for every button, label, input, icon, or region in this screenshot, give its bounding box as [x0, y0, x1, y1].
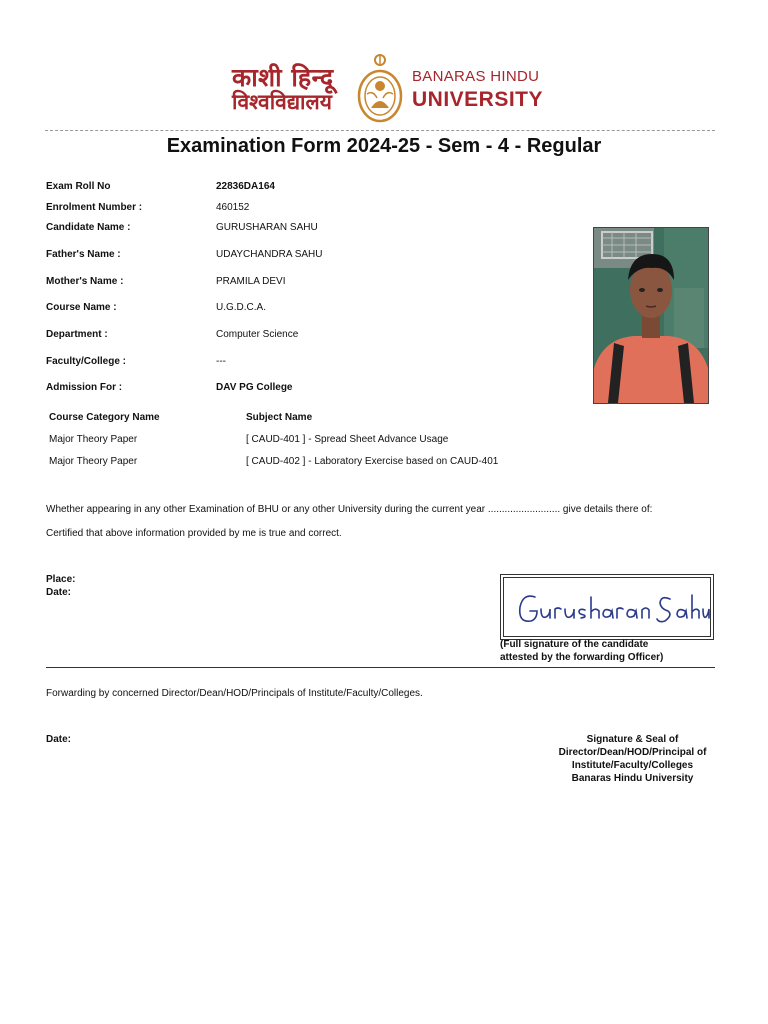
mother-name-value: PRAMILA DEVI: [216, 276, 286, 287]
table-row-2-subject: [ CAUD-402 ] - Laboratory Exercise based on CAUD-401: [246, 456, 499, 467]
date-label: Date:: [46, 587, 72, 598]
seal-block-line4: Banaras Hindu University: [571, 773, 694, 784]
exam-roll-no-value: 22836DA164: [216, 181, 275, 192]
signature-box: [500, 574, 714, 640]
place-label: Place:: [46, 574, 76, 585]
course-name-label: Course Name :: [46, 302, 117, 313]
university-name-hindi-line2: विश्वविद्यालय: [232, 90, 332, 114]
course-category-header: Course Category Name: [49, 412, 160, 423]
signature-seal-block: [520, 733, 745, 785]
admission-for-label: Admission For :: [46, 382, 123, 393]
page-title: Examination Form 2024-25 - Sem - 4 - Regular: [166, 135, 602, 157]
other-exam-declaration: Whether appearing in any other Examination of BHU or any other University during the current year .......................... give details there of:: [46, 504, 653, 515]
signature-caption-line1: (Full signature of the candidate: [500, 639, 649, 650]
forwarding-statement: Forwarding by concerned Director/Dean/HOD/Principals of Institute/Faculty/Colleges.: [46, 688, 423, 699]
candidate-signature-image: [515, 585, 711, 635]
admission-for-value: DAV PG College: [216, 382, 293, 393]
course-name-value: U.G.D.C.A.: [216, 302, 267, 313]
table-row-1-category: Major Theory Paper: [49, 434, 138, 445]
table-row-2-category: Major Theory Paper: [49, 456, 138, 467]
candidate-photo: [593, 227, 709, 404]
department-value: Computer Science: [216, 329, 299, 340]
seal-block-line3: Institute/Faculty/Colleges: [571, 760, 694, 771]
certification-statement: Certified that above information provided by me is true and correct.: [46, 528, 342, 539]
signature-caption-line2: attested by the forwarding Officer): [500, 652, 664, 663]
faculty-college-label: Faculty/College :: [46, 356, 127, 367]
seal-block-line2: Director/Dean/HOD/Principal of: [558, 747, 707, 758]
candidate-photo-image: [594, 228, 708, 403]
header-divider: [45, 130, 715, 131]
candidate-name-value: GURUSHARAN SAHU: [216, 222, 318, 233]
enrolment-number-label: Enrolment Number :: [46, 202, 143, 213]
table-row-1-subject: [ CAUD-401 ] - Spread Sheet Advance Usage: [246, 434, 449, 445]
seal-block-line1: Signature & Seal of: [586, 734, 679, 745]
department-label: Department :: [46, 329, 108, 340]
father-name-value: UDAYCHANDRA SAHU: [216, 249, 323, 260]
university-name-english-line1: BANARAS HINDU: [412, 68, 540, 85]
faculty-college-value: ---: [216, 356, 226, 367]
university-seal-icon: [355, 50, 405, 124]
candidate-name-label: Candidate Name :: [46, 222, 131, 233]
university-name-hindi-line1: काशी हिन्दू: [232, 63, 334, 92]
exam-roll-no-label: Exam Roll No: [46, 181, 111, 192]
mother-name-label: Mother's Name :: [46, 276, 124, 287]
forwarding-date-label: Date:: [46, 734, 72, 745]
enrolment-number-value: 460152: [216, 202, 250, 213]
father-name-label: Father's Name :: [46, 249, 121, 260]
subject-name-header: Subject Name: [246, 412, 313, 423]
university-name-english-line2: UNIVERSITY: [412, 88, 544, 111]
section-divider: [46, 667, 715, 668]
